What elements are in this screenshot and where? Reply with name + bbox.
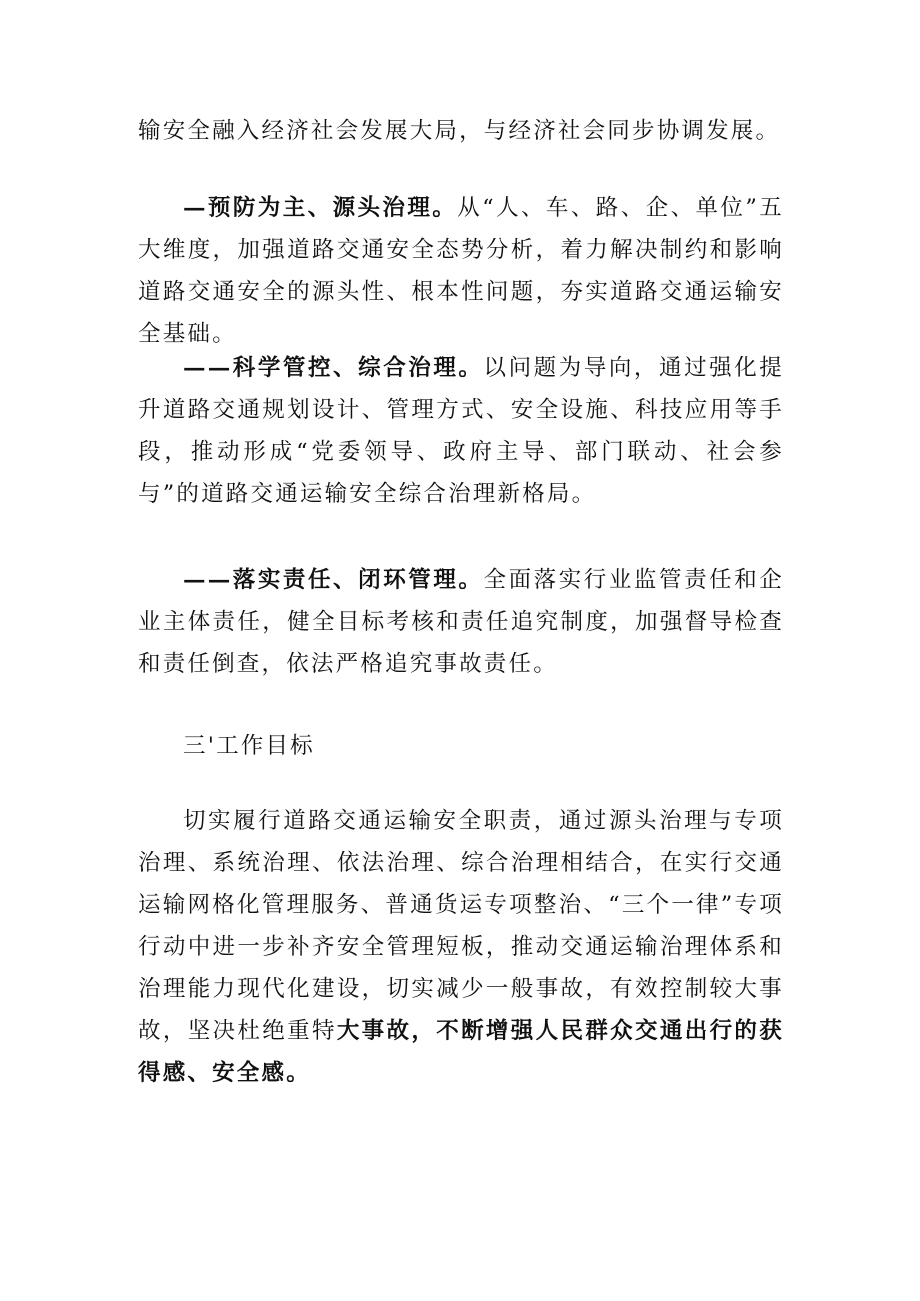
- paragraph-text: 全面落实行业监管责任和企业主体责任，健全目标考核和责任追究制度，加强督导检查和责任倒查，依法严格追究事故责任。: [138, 567, 784, 677]
- paragraph-work-goals: [138, 800, 784, 1094]
- paragraph-text: 以问题为导向，通过强化提升道路交通规划设计、管理方式、安全设施、科技应用等手段，推动形成“党委领导、政府主导、部门联动、社会参与”的道路交通运输安全综合治理新格局。: [138, 355, 784, 507]
- paragraph-lead: —预防为主、源头治理。: [183, 195, 458, 221]
- paragraph-prevention-first: [138, 187, 784, 355]
- paragraph-responsibility: [138, 559, 784, 685]
- paragraph-text: 从“人、车、路、企、单位”五大维度，加强道路交通安全态势分析，着力解决制约和影响道路交通安全的源头性、根本性问题，夯实道路交通运输安全基础。: [138, 195, 784, 347]
- section-heading: [138, 725, 784, 767]
- paragraph-continuation: [138, 110, 784, 152]
- heading-text: 三'工作目标: [183, 733, 315, 759]
- paragraph-lead: ——落实责任、闭环管理。: [183, 567, 484, 593]
- paragraph-bold-tail: 大事故，不断增强人民群众交通出行的获得感、安全感。: [138, 1018, 784, 1086]
- paragraph-lead: ——科学管控、综合治理。: [183, 355, 484, 381]
- paragraph-text: 切实履行道路交通运输安全职责，通过源头治理与专项治理、系统治理、依法治理、综合治理相结合，在实行交通运输网格化管理服务、普通货运专项整治、“三个一律”专项行动中进一步补齐安全管理短板，推动交通运输治理体系和治理能力现代化建设，切实减少一般事故，有效控制较大事故，坚决杜绝重特: [138, 808, 784, 1044]
- paragraph-scientific-control: [138, 347, 784, 515]
- paragraph-text: 输安全融入经济社会发展大局，与经济社会同步协调发展。: [138, 118, 781, 144]
